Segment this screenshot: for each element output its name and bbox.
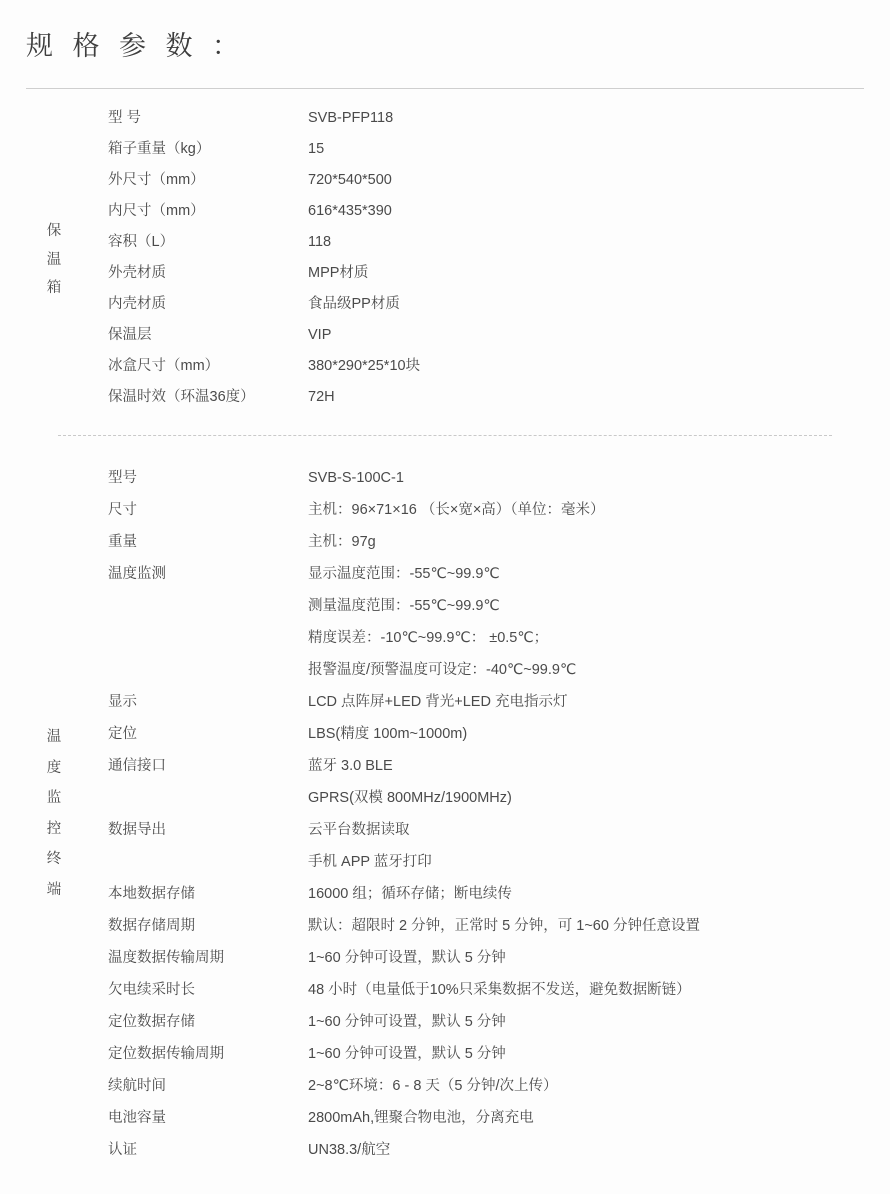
spec-key: 数据存储周期 <box>108 917 195 934</box>
spec-value: 380*290*25*10块 <box>308 357 421 374</box>
spec-value-line: 精度误差：-10℃~99.9℃： ±0.5℃； <box>308 629 549 646</box>
spec-value: 72H <box>308 388 335 405</box>
table-row <box>108 878 890 910</box>
table-row <box>108 558 890 686</box>
table-row <box>108 686 890 718</box>
spec-key: 数据导出 <box>108 821 166 838</box>
spec-key: 定位数据传输周期 <box>108 1045 224 1062</box>
table-row <box>108 526 890 558</box>
spec-value-line: GPRS(双模 800MHz/1900MHz) <box>308 789 512 806</box>
spec-key: 内尺寸（mm） <box>108 202 205 219</box>
spec-key: 欠电续采时长 <box>108 981 195 998</box>
table-row <box>108 289 890 320</box>
spec-value-line: 蓝牙 3.0 BLE <box>308 757 393 774</box>
table-row <box>108 1102 890 1134</box>
spec-key: 温度数据传输周期 <box>108 949 224 966</box>
spec-value: 1~60 分钟可设置，默认 5 分钟 <box>308 949 506 966</box>
spec-value: LBS(精度 100m~1000m) <box>308 725 468 742</box>
spec-key: 电池容量 <box>108 1109 166 1126</box>
spec-value-line: 显示温度范围：-55℃~99.9℃ <box>308 565 500 582</box>
spec-value-group <box>308 750 890 814</box>
spec-key: 通信接口 <box>108 757 166 774</box>
table-row <box>108 134 890 165</box>
table-row <box>108 258 890 289</box>
table-row <box>108 227 890 258</box>
spec-value: UN38.3/航空 <box>308 1141 391 1158</box>
table-row <box>108 351 890 382</box>
spec-value: 118 <box>308 233 332 250</box>
spec-section-temperature-terminal <box>0 444 890 1178</box>
spec-key: 保温时效（环温36度） <box>108 388 255 405</box>
spec-value: 主机：96×71×16 （长×宽×高）（单位：毫米） <box>308 501 605 518</box>
spec-value: VIP <box>308 326 332 343</box>
spec-value-line: 手机 APP 蓝牙打印 <box>308 853 432 870</box>
table-row <box>108 1070 890 1102</box>
spec-rows-insulated-box <box>108 89 890 425</box>
spec-key: 续航时间 <box>108 1077 166 1094</box>
spec-key: 箱子重量（kg） <box>108 140 211 157</box>
spec-value: 1~60 分钟可设置，默认 5 分钟 <box>308 1045 506 1062</box>
table-row <box>108 494 890 526</box>
table-row <box>108 1038 890 1070</box>
spec-key: 尺寸 <box>108 501 137 518</box>
spec-value: 主机：97g <box>308 533 376 550</box>
spec-key: 容积（L） <box>108 233 175 250</box>
table-row <box>108 103 890 134</box>
table-row <box>108 974 890 1006</box>
spec-key: 型 号 <box>108 109 142 126</box>
group-label-text: 保温箱 <box>46 223 62 296</box>
spec-value-group <box>308 814 890 878</box>
table-row <box>108 910 890 942</box>
spec-key: 内壳材质 <box>108 295 166 312</box>
section-divider <box>58 435 832 436</box>
table-row <box>108 462 890 494</box>
table-row <box>108 382 890 413</box>
table-row <box>108 1006 890 1038</box>
spec-key: 定位数据存储 <box>108 1013 195 1030</box>
spec-value: 1~60 分钟可设置，默认 5 分钟 <box>308 1013 506 1030</box>
spec-value-line: 测量温度范围：-55℃~99.9℃ <box>308 597 500 614</box>
spec-key: 显示 <box>108 693 137 710</box>
spec-key: 认证 <box>108 1141 137 1158</box>
spec-value: 720*540*500 <box>308 171 392 188</box>
spec-key: 保温层 <box>108 326 152 343</box>
spec-value: 48 小时（电量低于10%只采集数据不发送，避免数据断链） <box>308 981 691 998</box>
group-label-text: 温度监控终端 <box>46 729 62 898</box>
spec-value: 2800mAh,锂聚合物电池，分离充电 <box>308 1109 534 1126</box>
spec-key: 外壳材质 <box>108 264 166 281</box>
spec-value: 2~8℃环境：6 - 8 天（5 分钟/次上传） <box>308 1077 558 1094</box>
page-title: 规 格 参 数 ： <box>26 31 246 61</box>
spec-key: 重量 <box>108 533 137 550</box>
table-row <box>108 165 890 196</box>
table-row <box>108 942 890 974</box>
spec-key: 外尺寸（mm） <box>108 171 205 188</box>
table-row <box>108 750 890 814</box>
spec-value: 默认：超限时 2 分钟，正常时 5 分钟，可 1~60 分钟任意设置 <box>308 917 700 934</box>
spec-value: 16000 组；循环存储；断电续传 <box>308 885 512 902</box>
spec-value-line: 云平台数据读取 <box>308 821 410 838</box>
spec-key: 温度监测 <box>108 565 166 582</box>
spec-value: 食品级PP材质 <box>308 295 400 312</box>
group-label-insulated-box <box>0 89 108 425</box>
spec-value-group <box>308 558 890 686</box>
spec-value-line: 报警温度/预警温度可设定：-40℃~99.9℃ <box>308 661 577 678</box>
spec-value: 616*435*390 <box>308 202 392 219</box>
spec-value: 15 <box>308 140 325 157</box>
group-label-temperature-terminal <box>0 444 108 1178</box>
table-row <box>108 718 890 750</box>
table-row <box>108 1134 890 1166</box>
spec-value: SVB-PFP118 <box>308 109 394 126</box>
spec-rows-temperature-terminal <box>108 444 890 1178</box>
spec-key: 本地数据存储 <box>108 885 195 902</box>
spec-key: 冰盒尺寸（mm） <box>108 357 220 374</box>
table-row <box>108 814 890 878</box>
page-bottom-spacer <box>0 1178 890 1194</box>
spec-key: 型号 <box>108 469 137 486</box>
spec-value: MPP材质 <box>308 264 369 281</box>
table-row <box>108 320 890 351</box>
spec-value: SVB-S-100C-1 <box>308 469 404 486</box>
table-row <box>108 196 890 227</box>
spec-key: 定位 <box>108 725 137 742</box>
spec-section-insulated-box <box>0 89 890 425</box>
spec-value: LCD 点阵屏+LED 背光+LED 充电指示灯 <box>308 693 568 710</box>
